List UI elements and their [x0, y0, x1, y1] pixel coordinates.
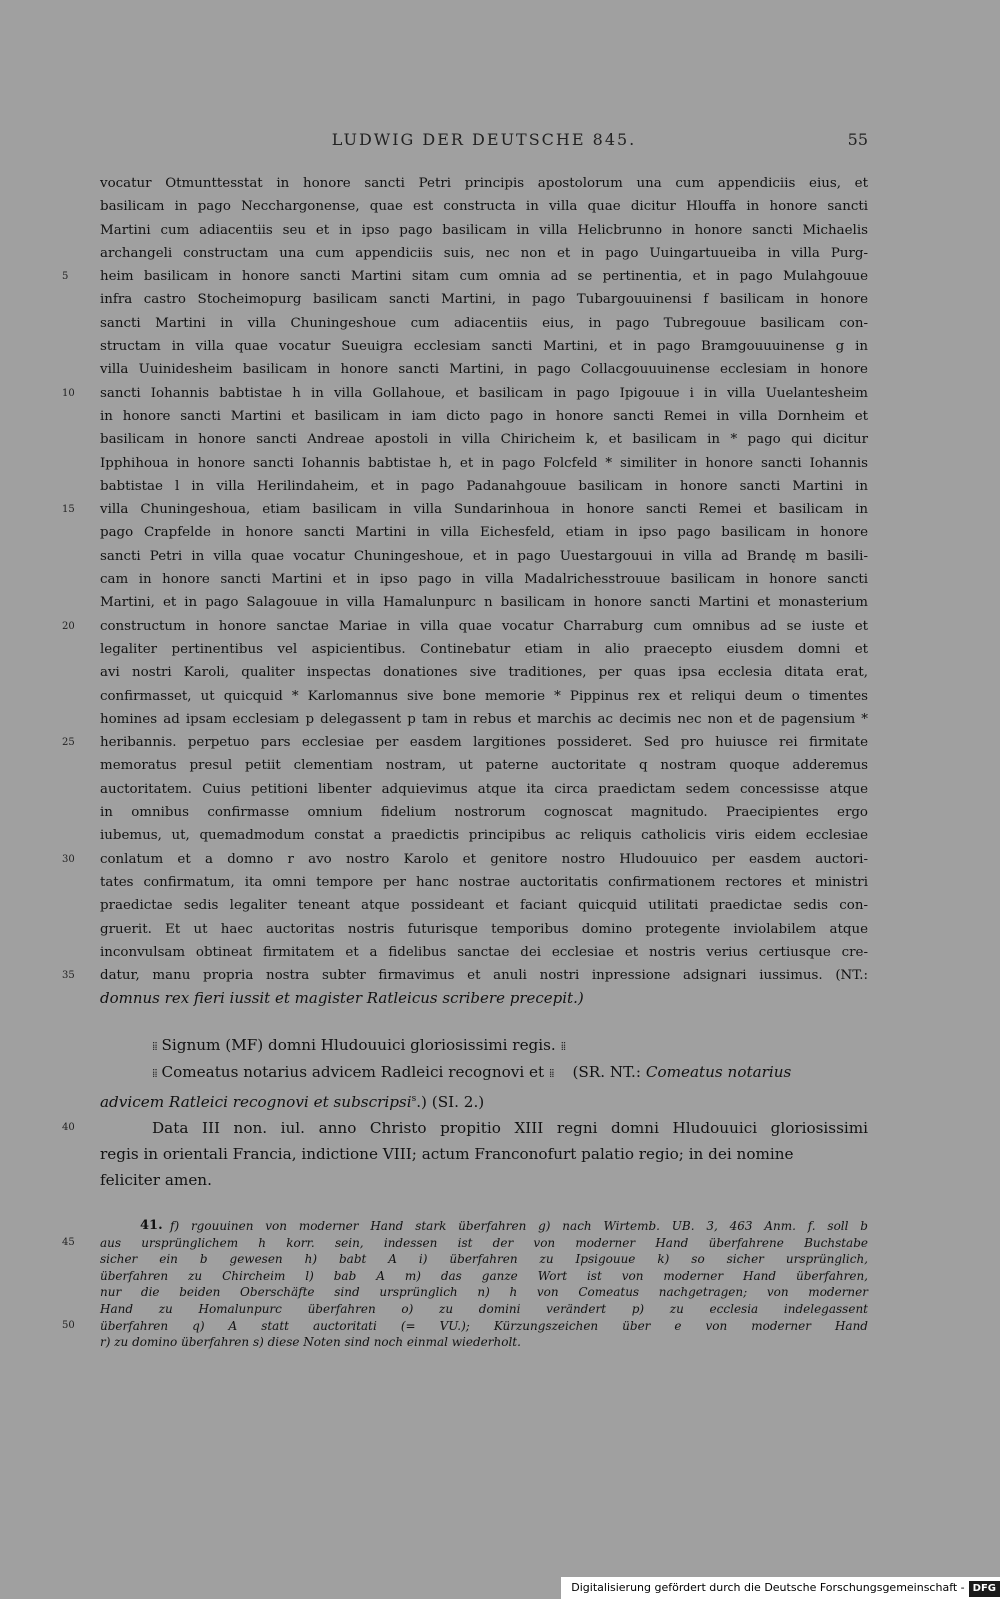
text-line — [62, 964, 868, 987]
digitization-footer — [561, 1577, 1000, 1599]
date-text-2: regis in orientali Francia, indictione VIII; actum Franconofurt palatio regio; in dei nomine — [100, 1145, 794, 1164]
line-text: basilicam in honore sancti Andreae apostoli in villa Chiricheim k, et basilicam in * pago qui dicitur — [100, 432, 868, 448]
text-line — [62, 848, 868, 871]
recognition-line — [100, 1059, 868, 1086]
line-text: cam in honore sancti Martini et in ipso pago in villa Madalrichesstrouue basilicam in honore sancti — [100, 572, 868, 588]
footnote-text: Hand zu Homalunpurc überfahren o) zu domini verändert p) zu ecclesia indelegassent — [100, 1301, 868, 1316]
footnote-line — [100, 1284, 868, 1301]
line-text: sancti Iohannis babtistae h in villa Gollahoue, et basilicam in pago Ipigouue i in villa Uuelantesheim — [100, 385, 868, 401]
text-line — [100, 475, 868, 498]
line-number: 45 — [62, 1236, 75, 1248]
text-line — [100, 824, 868, 847]
text-line — [100, 918, 868, 941]
line-text: Ipphihoua in honore sancti Iohannis babtistae h, et in pago Folcfeld * similiter in honore sancti Iohannis — [100, 455, 868, 471]
line-text: babtistae l in villa Herilindaheim, et in pago Padanahgouue basilicam in honore sancti Martini in — [100, 478, 868, 494]
text-line — [100, 358, 868, 381]
date-text-3: feliciter amen. — [100, 1171, 212, 1190]
line-text: Martini cum adiacentiis seu et in ipso pago basilicam in villa Helicbrunno in honore sancti Michaelis — [100, 222, 868, 238]
line-text: legaliter pertinentibus vel aspicientibus. Continebatur etiam in alio praecepto eiusdem domni et — [100, 641, 868, 657]
text-line — [100, 242, 868, 265]
recognition-line-2 — [100, 1086, 868, 1115]
date-text-1: Data III non. iul. anno Christo propitio XIII regni domni Hludouuici gloriosissimi — [152, 1119, 868, 1138]
text-line — [100, 545, 868, 568]
date-line-3 — [100, 1167, 868, 1193]
line-text: archangeli constructam una cum appendiciis suis, nec non et in pago Uuingartuueiba in villa Purg- — [100, 245, 868, 261]
recognition-text: Comeatus notarius advicem Radleici recognovi et — [161, 1063, 545, 1081]
line-text: infra castro Stocheimopurg basilicam sancti Martini, in pago Tubargouuinensi f basilicam in honore — [100, 292, 868, 308]
text-line — [62, 382, 868, 405]
text-line — [100, 778, 868, 801]
line-number: 10 — [62, 387, 75, 399]
text-line — [100, 312, 868, 335]
text-line — [62, 615, 868, 638]
date-line-1 — [62, 1115, 868, 1141]
line-text: pago Crapfelde in honore sancti Martini in villa Eichesfeld, etiam in ipso pago basilicam in honore — [100, 525, 868, 541]
line-text: homines ad ipsam ecclesiam p delegassent p tam in rebus et marchis ac decimis nec non et de pagensium * — [100, 711, 868, 727]
footnote-line — [100, 1301, 868, 1318]
line-text: in omnibus confirmasse omnium fidelium nostrorum cognoscat magnitudo. Praecipientes ergo — [100, 805, 868, 821]
recognition-sr: (SR. NT.: — [572, 1063, 642, 1081]
running-title: LUDWIG DER DEUTSCHE 845. — [331, 130, 637, 149]
cross-mark-icon: ⁞⁞ — [560, 1039, 566, 1053]
line-text: iubemus, ut, quemadmodum constat a praedictis principibus ac reliquis catholicis viris eidem ecclesiae — [100, 828, 868, 844]
text-line — [100, 521, 868, 544]
text-line — [100, 172, 868, 195]
line-text: heim basilicam in honore sancti Martini sitam cum omnia ad se pertinentia, et in pago Mulahgouue — [100, 269, 868, 285]
line-number: 25 — [62, 737, 75, 749]
line-text: vocatur Otmunttesstat in honore sancti Petri principis apostolorum una cum appendiciis eius, et — [100, 176, 868, 191]
line-number: 15 — [62, 504, 75, 516]
line-text: memoratus presul petiit clementiam nostram, ut paterne auctoritate q nostram quoque adderemus — [100, 758, 868, 774]
line-text: auctoritatem. Cuius petitioni libenter adquievimus atque ita circa praedictam sedem concessisse atque — [100, 781, 868, 797]
line-number: 30 — [62, 853, 75, 865]
line-text: sancti Martini in villa Chuningeshoue cum adiacentiis eius, in pago Tubregouue basilicam con- — [100, 315, 868, 331]
line-text: in honore sancti Martini et basilicam in iam dicto pago in honore sancti Remei in villa Dornheim et — [100, 408, 868, 424]
footnote-text: aus ursprünglichem h korr. sein, indessen ist der von moderner Hand überfahrene Buchstabe — [100, 1235, 868, 1250]
text-line — [100, 685, 868, 708]
charter-text — [62, 172, 868, 1011]
line-text: sancti Petri in villa quae vocatur Chuningeshoue, et in pago Uuestargouui in villa ad Brandę m basili- — [100, 548, 868, 564]
cross-mark-icon: ⁞⁞ — [152, 1066, 157, 1080]
line-text: tates confirmatum, ita omni tempore per hanc nostrae auctoritatis confirmationem rectores et ministri — [100, 874, 868, 890]
text-line — [100, 568, 868, 591]
text-line — [62, 498, 868, 521]
line-number: 50 — [62, 1319, 75, 1331]
line-text: confirmasset, ut quicquid * Karlomannus sive bone memorie * Pippinus rex et reliqui deum o timentes — [100, 688, 868, 704]
line-text: conlatum et a domno r avo nostro Karolo et genitore nostro Hludouuico per easdem auctori- — [100, 851, 868, 867]
text-line — [100, 941, 868, 964]
cross-mark-icon: ⁞⁞ — [152, 1039, 157, 1053]
line-number: 20 — [62, 620, 75, 632]
text-line — [62, 731, 868, 754]
signum-line — [100, 1032, 868, 1059]
footnotes — [62, 1218, 868, 1351]
recognition-suffix: .) (SI. 2.) — [416, 1093, 485, 1112]
signum-text: Signum (MF) domni Hludouuici gloriosissimi regis. — [161, 1036, 556, 1054]
footnote-line — [62, 1318, 868, 1335]
footnote-line — [100, 1251, 868, 1268]
footnote-number: 41. — [140, 1218, 163, 1233]
line-number: 35 — [62, 970, 75, 982]
footnote-text: f) rgouuinen von moderner Hand stark überfahren g) nach Wirtemb. UB. 3, 463 Anm. f. soll b — [170, 1219, 868, 1233]
text-line — [100, 219, 868, 242]
line-number: 40 — [62, 1122, 75, 1134]
line-text: villa Uuinidesheim basilicam in honore sancti Martini, in pago Collacgouuuinense ecclesiam in honore — [100, 362, 868, 378]
text-line — [100, 801, 868, 824]
text-line — [100, 638, 868, 661]
line-text: heribannis. perpetuo pars ecclesiae per easdem largitiones possideret. Sed pro huiusce rei firmitate — [100, 735, 868, 751]
recognition-sup: s — [411, 1094, 417, 1104]
line-text: inconvulsam obtineat firmitatem et a fidelibus sanctae dei ecclesiae et nostris verius certiusque cre- — [100, 944, 868, 960]
line-text: praedictae sedis legaliter teneant atque possideant et faciant quicquid utilitati praedictae sedis con- — [100, 898, 868, 914]
footnote-text: sicher ein b gewesen h) babt A i) überfahren zu Ipsigouue k) so sicher ursprünglich, — [100, 1252, 868, 1267]
line-text: basilicam in pago Necchargonense, quae est constructa in villa quae dicitur Hlouffa in honore sancti — [100, 199, 868, 215]
text-line — [100, 405, 868, 428]
text-line — [62, 265, 868, 288]
line-text: constructum in honore sanctae Mariae in villa quae vocatur Charraburg cum omnibus ad se iuste et — [100, 618, 868, 634]
page-number: 55 — [847, 130, 868, 149]
text-line — [100, 754, 868, 777]
cross-mark-icon: ⁞⁞ — [548, 1066, 554, 1080]
text-line — [100, 591, 868, 614]
footnote-text: r) zu domino überfahren s) diese Noten sind noch einmal wiederholt. — [100, 1335, 521, 1350]
line-text: structam in villa quae vocatur Sueuigra ecclesiam sancti Martini, et in pago Bramgouuuinense g in — [100, 339, 868, 355]
text-line — [100, 661, 868, 684]
dfg-logo-icon: DFG — [969, 1581, 1000, 1597]
date-line-2 — [100, 1141, 868, 1167]
line-number: 5 — [62, 271, 69, 283]
line-text: avi nostri Karoli, qualiter inspectas donationes sive traditiones, per quas ipsa ecclesia ditata erat, — [100, 665, 868, 681]
text-line — [100, 894, 868, 917]
line-text: datur, manu propria nostra subter firmavimus et anuli nostri inpressione adsignari iussimus. (NT.: — [100, 968, 868, 984]
line-text: Martini, et in pago Salagouue in villa Hamalunpurc n basilicam in honore sancti Martini et monasterium — [100, 595, 868, 611]
line-text: villa Chuningeshoua, etiam basilicam in villa Sundarinhoua in honore sancti Remei et basilicam in — [100, 502, 868, 518]
footnote-line — [100, 1334, 868, 1351]
text-line — [100, 288, 868, 311]
footnote-line — [62, 1235, 868, 1252]
footnote-text: überfahren q) A statt auctoritati (= VU.); Kürzungszeichen über e von moderner Hand — [100, 1318, 868, 1333]
text-line-italic: domnus rex fieri iussit et magister Ratleicus scribere precepit.) — [100, 989, 584, 1008]
signature-block — [62, 1032, 868, 1193]
line-text: gruerit. Et ut haec auctoritas nostris futurisque temporibus domino protegente inviolabilem atque — [100, 921, 868, 937]
page-header — [100, 130, 868, 154]
recognition-italic-1: Comeatus notarius — [645, 1063, 792, 1081]
footnote-line — [100, 1218, 868, 1235]
text-line — [100, 871, 868, 894]
text-line — [100, 452, 868, 475]
footnote-text: überfahren zu Chircheim l) bab A m) das ganze Wort ist von moderner Hand überfahren, — [100, 1268, 868, 1283]
footer-text: Digitalisierung gefördert durch die Deutsche Forschungsgemeinschaft - — [571, 1581, 965, 1594]
text-line — [100, 195, 868, 218]
recognition-italic-2: advicem Ratleici recognovi et subscripsi — [100, 1093, 412, 1112]
text-line — [100, 428, 868, 451]
footnote-line — [100, 1268, 868, 1285]
text-line — [100, 335, 868, 358]
text-line — [100, 708, 868, 731]
footnote-text: nur die beiden Oberschäfte sind ursprünglich n) h von Comeatus nachgetragen; von moderner — [100, 1285, 868, 1300]
